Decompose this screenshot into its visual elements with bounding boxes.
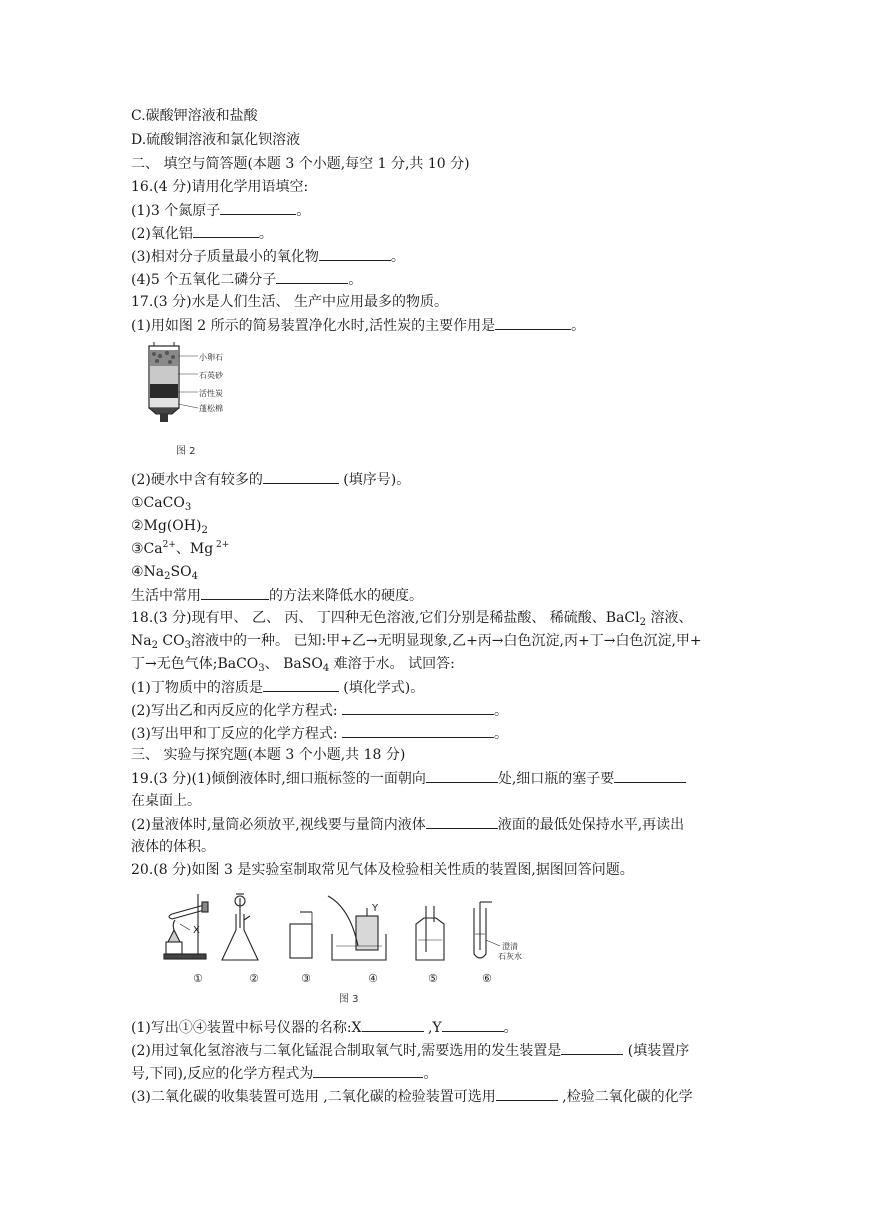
option-4: $④Na_2SO_4$ bbox=[131, 564, 198, 582]
q19-line2: 在桌面上。 bbox=[131, 793, 201, 809]
option-d: D.硫酸铜溶液和氯化钡溶液 bbox=[131, 132, 301, 148]
option-c: C.碳酸钾溶液和盐酸 bbox=[131, 108, 258, 124]
q17-part3: 生活中常用 的方法来降低水的硬度。 bbox=[131, 588, 423, 604]
apparatus-number-4: ④ bbox=[368, 972, 378, 985]
apparatus-number-3: ③ bbox=[301, 972, 311, 985]
option-3: $③Ca^{2+}$、Mg $^{2+}$ bbox=[131, 540, 230, 557]
q20-part2: (2)用过氧化氢溶液与二氧化锰混合制取氧气时,需要选用的发生装置是 (填装置序 bbox=[131, 1043, 690, 1059]
figure-2-caption: 图 2 bbox=[176, 446, 196, 457]
label-x: X bbox=[193, 925, 200, 936]
question-19: 19.(3 分)(1)倾倒液体时,细口瓶标签的一面朝向 处,细口瓶的塞子要 bbox=[131, 769, 686, 788]
q18-line3: 丁→无色气体;BaCO$_3$、 BaSO$_4$ 难溶于水。 试回答: bbox=[131, 656, 455, 674]
q20-part2-line2: 号,下同),反应的化学方程式为 。 bbox=[131, 1066, 438, 1082]
section-2-heading: 二、 填空与简答题(本题 3 个小题,每空 1 分,共 10 分) bbox=[131, 156, 470, 172]
water-purifier-figure bbox=[140, 342, 240, 434]
answer-blank[interactable] bbox=[220, 201, 296, 215]
q18-part2: (2)写出乙和丙反应的化学方程式: 。 bbox=[131, 703, 508, 719]
option-1: ①CaCO$_3$ bbox=[131, 495, 192, 513]
option-2: $②Mg(OH)_2$ bbox=[131, 518, 208, 536]
limewater-label-1: 澄清 bbox=[502, 942, 518, 951]
question-16: 16.(4 分)请用化学用语填空: bbox=[131, 179, 309, 195]
q20-part1: (1)写出①④装置中标号仪器的名称:X ,Y 。 bbox=[131, 1020, 518, 1036]
q18-part3: (3)写出甲和丁反应的化学方程式: 。 bbox=[131, 726, 508, 742]
answer-blank[interactable] bbox=[362, 1018, 424, 1032]
q17-part2: (2)硬水中含有较多的 (填序号)。 bbox=[131, 472, 411, 488]
apparatus-number-2: ② bbox=[249, 972, 259, 985]
quartz-sand-label: 石英砂 bbox=[199, 371, 223, 380]
answer-blank[interactable] bbox=[342, 724, 494, 738]
answer-blank[interactable] bbox=[442, 1018, 504, 1032]
answer-blank[interactable] bbox=[561, 1041, 623, 1055]
answer-blank[interactable] bbox=[496, 1087, 558, 1101]
q19-line4: 液体的体积。 bbox=[131, 839, 215, 855]
apparatus-number-6: ⑥ bbox=[482, 972, 492, 985]
answer-blank[interactable] bbox=[263, 470, 339, 484]
answer-blank[interactable] bbox=[426, 815, 498, 829]
q16-part3: (3)相对分子质量最小的氧化物 。 bbox=[131, 249, 405, 265]
label-y: Y bbox=[372, 903, 379, 914]
question-18: 18.(3 分)现有甲、 乙、 丙、 丁四种无色溶液,它们分别是稀盐酸、 稀硫酸、BaCl$_2$ 溶液、 bbox=[131, 610, 693, 628]
q16-part1: (1)3 个氮原子 。 bbox=[131, 203, 311, 219]
q20-part3: (3)二氧化碳的收集装置可选用 ,二氧化碳的检验装置可选用 ,检验二氧化碳的化学 bbox=[131, 1089, 693, 1105]
pebble-label: 小卵石 bbox=[199, 353, 223, 362]
limewater-label-2: 石灰水 bbox=[498, 952, 522, 961]
lab-apparatus-figure bbox=[150, 888, 550, 970]
activated-carbon-label: 活性炭 bbox=[199, 389, 223, 398]
answer-blank[interactable] bbox=[426, 769, 498, 783]
apparatus-number-1: ① bbox=[193, 972, 203, 985]
q18-part1: (1)丁物质中的溶质是 (填化学式)。 bbox=[131, 680, 425, 696]
answer-blank[interactable] bbox=[319, 247, 391, 261]
question-17: 17.(3 分)水是人们生活、 生产中应用最多的物质。 bbox=[131, 294, 448, 310]
q17-part1: (1)用如图 2 所示的简易装置净化水时,活性炭的主要作用是 。 bbox=[131, 318, 586, 334]
q16-part4: (4)5 个五氧化二磷分子 。 bbox=[131, 272, 363, 288]
answer-blank[interactable] bbox=[342, 701, 494, 715]
q19-part2: (2)量液体时,量筒必须放平,视线要与量筒内液体 液面的最低处保持水平,再读出 bbox=[131, 817, 685, 833]
answer-blank[interactable] bbox=[263, 678, 339, 692]
cotton-label: 蓬松棉 bbox=[199, 404, 223, 413]
answer-blank[interactable] bbox=[614, 769, 686, 783]
figure-3-caption: 图 3 bbox=[339, 994, 359, 1005]
apparatus-number-5: ⑤ bbox=[428, 972, 438, 985]
question-20: 20.(8 分)如图 3 是实验室制取常见气体及检验相关性质的装置图,据图回答问题。 bbox=[131, 862, 634, 878]
answer-blank[interactable] bbox=[313, 1064, 423, 1078]
section-3-heading: 三、 实验与探究题(本题 3 个小题,共 18 分) bbox=[131, 747, 406, 763]
q18-line2: $Na_2$ $CO_3$溶液中的一种。 已知:甲+乙→无明显现象,乙+丙→白色沉淀,丙+丁→白色沉淀,甲+ bbox=[131, 633, 702, 651]
answer-blank[interactable] bbox=[193, 224, 259, 238]
answer-blank[interactable] bbox=[495, 316, 571, 330]
q16-part2: (2)氧化铝 。 bbox=[131, 226, 273, 242]
answer-blank[interactable] bbox=[276, 270, 348, 284]
answer-blank[interactable] bbox=[201, 586, 269, 600]
